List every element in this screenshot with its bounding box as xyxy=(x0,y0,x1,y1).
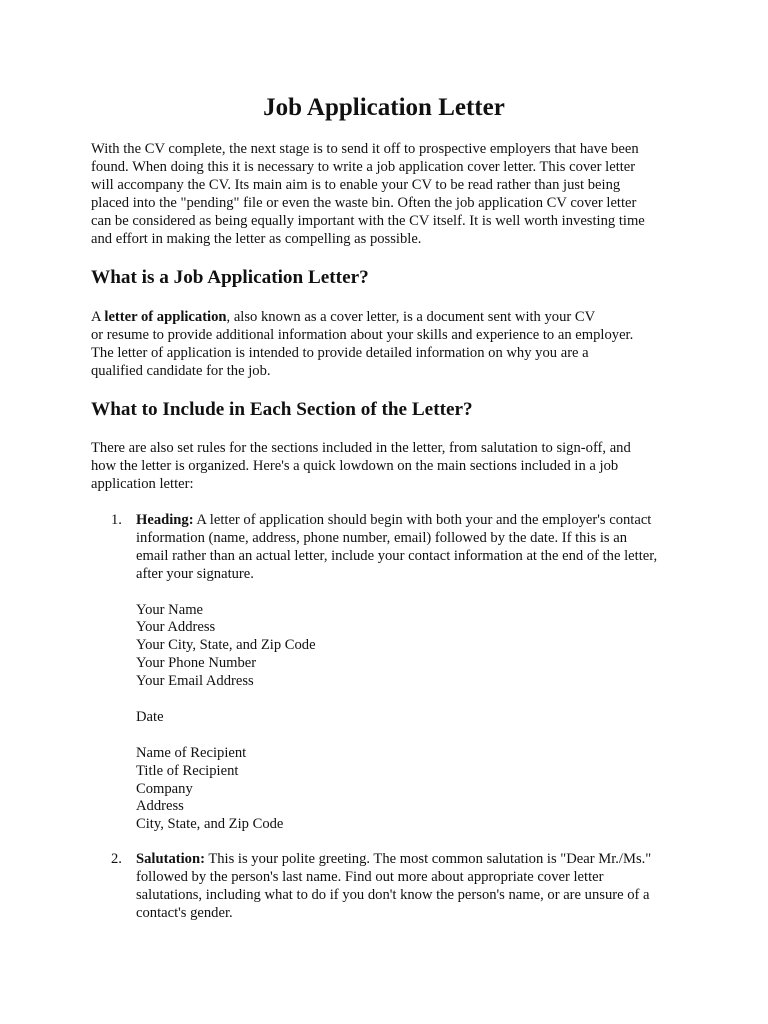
spacer xyxy=(136,691,681,709)
list-label: Heading: xyxy=(136,512,194,528)
recipient-line: Address xyxy=(136,798,184,815)
intro-line: With the CV complete, the next stage is to send it off to prospective employers that have been xyxy=(91,141,639,157)
recipient-line: City, State, and Zip Code xyxy=(136,816,284,833)
bold-term: letter of application xyxy=(104,309,227,325)
definition-line: qualified candidate for the job. xyxy=(91,362,271,379)
recipient-line: Name of Recipient xyxy=(136,744,247,761)
rules-line: application letter: xyxy=(91,475,194,492)
definition-line: The letter of application is intended to provide detailed information on why you are a xyxy=(91,344,589,361)
rules-line: how the letter is organized. Here's a quick lowdown on the main sections included in a job xyxy=(91,457,619,474)
list-text: A letter of application should begin with both your and the employer's contact xyxy=(193,512,652,528)
section-heading-what: What is a Job Application Letter? xyxy=(91,267,369,288)
list-body xyxy=(136,851,681,923)
list-body xyxy=(136,512,681,834)
list-number: 1. xyxy=(111,512,122,528)
sender-line: Your Phone Number xyxy=(136,655,257,672)
list-number: 2. xyxy=(111,851,122,867)
recipient-line: Company xyxy=(136,780,193,797)
list-text: This is your polite greeting. The most common salutation is "Dear Mr./Ms." xyxy=(204,851,652,867)
spacer xyxy=(136,727,681,745)
text-suffix: , also known as a cover letter, is a document sent with your CV xyxy=(226,309,596,325)
date-line: Date xyxy=(136,708,164,725)
list-label: Salutation: xyxy=(136,851,205,867)
page-title: Job Application Letter xyxy=(263,94,505,121)
definition-paragraph xyxy=(91,309,677,381)
definition-line: or resume to provide additional information about your skills and experience to an employer. xyxy=(91,326,634,343)
list-line: after your signature. xyxy=(136,565,254,582)
sender-line: Your Address xyxy=(136,619,216,636)
intro-line: placed into the "pending" file or even the waste bin. Often the job application CV cover letter xyxy=(91,194,637,211)
list-line: email rather than an actual letter, include your contact information at the end of the letter, xyxy=(136,547,658,564)
intro-line: will accompany the CV. Its main aim is to enable your CV to be read rather than just being xyxy=(91,176,621,193)
section-heading-include: What to Include in Each Section of the Letter? xyxy=(91,399,473,420)
rules-line: There are also set rules for the sections included in the letter, from salutation to sign-off, and xyxy=(91,440,631,456)
list-line: information (name, address, phone number, email) followed by the date. If this is an xyxy=(136,529,628,546)
intro-line: found. When doing this it is necessary to write a job application cover letter. This cover letter xyxy=(91,158,636,175)
list-line: salutations, including what to do if you don't know the person's name, or are unsure of a xyxy=(136,886,650,903)
sender-line: Your City, State, and Zip Code xyxy=(136,637,316,654)
list-line-1 xyxy=(136,512,681,530)
intro-paragraph xyxy=(91,141,677,248)
sender-line: Your Name xyxy=(136,601,204,618)
list-line: contact's gender. xyxy=(136,904,233,921)
intro-line: can be considered as being equally important with the CV itself. It is well worth investing time xyxy=(91,212,645,229)
text-prefix: A xyxy=(91,309,105,325)
sender-line: Your Email Address xyxy=(136,673,254,690)
definition-line-1 xyxy=(91,309,677,327)
list-line-1 xyxy=(136,851,681,869)
spacer xyxy=(136,584,681,602)
list-line: followed by the person's last name. Find out more about appropriate cover letter xyxy=(136,868,604,885)
rules-paragraph xyxy=(91,440,677,494)
intro-line: and effort in making the letter as compelling as possible. xyxy=(91,230,422,247)
recipient-line: Title of Recipient xyxy=(136,762,239,779)
